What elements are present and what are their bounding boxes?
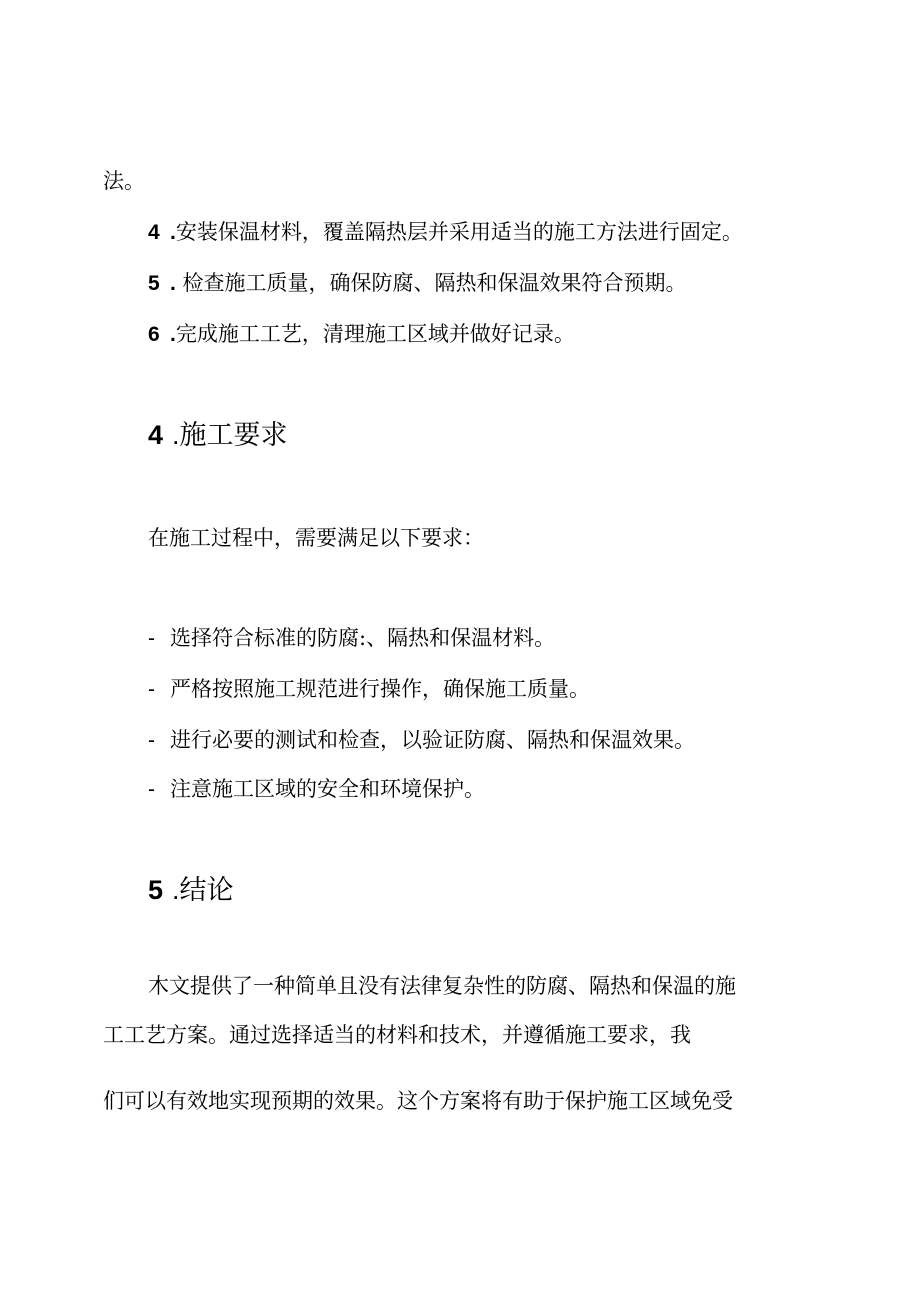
step-separator: . bbox=[170, 272, 176, 295]
step-number: 5 bbox=[148, 272, 160, 295]
requirement-item bbox=[148, 624, 555, 653]
step-item bbox=[148, 269, 687, 298]
bullet-dash: - bbox=[148, 627, 155, 650]
section-4-intro: 在施工过程中，需要满足以下要求： bbox=[148, 526, 484, 550]
step-text: 检查施工质量，确保防腐、隔热和保温效果符合预期。 bbox=[175, 271, 687, 295]
step-separator: . bbox=[170, 221, 176, 244]
bullet-dash: - bbox=[148, 778, 155, 801]
bullet-dash: - bbox=[148, 729, 155, 752]
step-text: 安装保温材料，覆盖隔热层并采用适当的施工方法进行固定。 bbox=[175, 220, 743, 244]
step-number: 6 bbox=[148, 323, 160, 346]
section-number: 5 bbox=[148, 875, 164, 905]
requirement-text: 严格按照施工规范进行操作，确保施工质量。 bbox=[170, 677, 590, 701]
conclusion-line: 们可以有效地实现预期的效果。这个方案将有助于保护施工区域免受 bbox=[103, 1089, 733, 1113]
requirement-item bbox=[148, 775, 485, 804]
step-text: 完成施工工艺，清理施工区域并做好记录。 bbox=[175, 322, 575, 346]
requirement-text: 进行必要的测试和检查，以验证防腐、隔热和保温效果。 bbox=[170, 728, 695, 752]
bullet-dash: - bbox=[148, 678, 155, 701]
requirement-item bbox=[148, 726, 695, 755]
section-5-heading bbox=[148, 873, 234, 907]
step-item bbox=[148, 218, 743, 247]
requirement-item bbox=[148, 675, 590, 704]
requirement-text: 选择符合标准的防腐:、隔热和保温材料。 bbox=[170, 626, 556, 650]
section-4-heading bbox=[148, 418, 288, 452]
section-number: 4 bbox=[148, 420, 164, 450]
conclusion-line: 木文提供了一种简单且没有法律复杂性的防腐、隔热和保温的施 bbox=[148, 974, 736, 998]
step-number: 4 bbox=[148, 221, 160, 244]
requirement-text: 注意施工区域的安全和环境保护。 bbox=[170, 777, 485, 801]
section-title: .施工要求 bbox=[172, 420, 288, 450]
step-separator: . bbox=[170, 323, 176, 346]
conclusion-line: 工工艺方案。通过选择适当的材料和技术，并遵循施工要求，我 bbox=[103, 1023, 691, 1047]
section-title: .结论 bbox=[172, 875, 234, 905]
continuation-text: 法。 bbox=[103, 169, 145, 193]
step-item bbox=[148, 320, 575, 349]
